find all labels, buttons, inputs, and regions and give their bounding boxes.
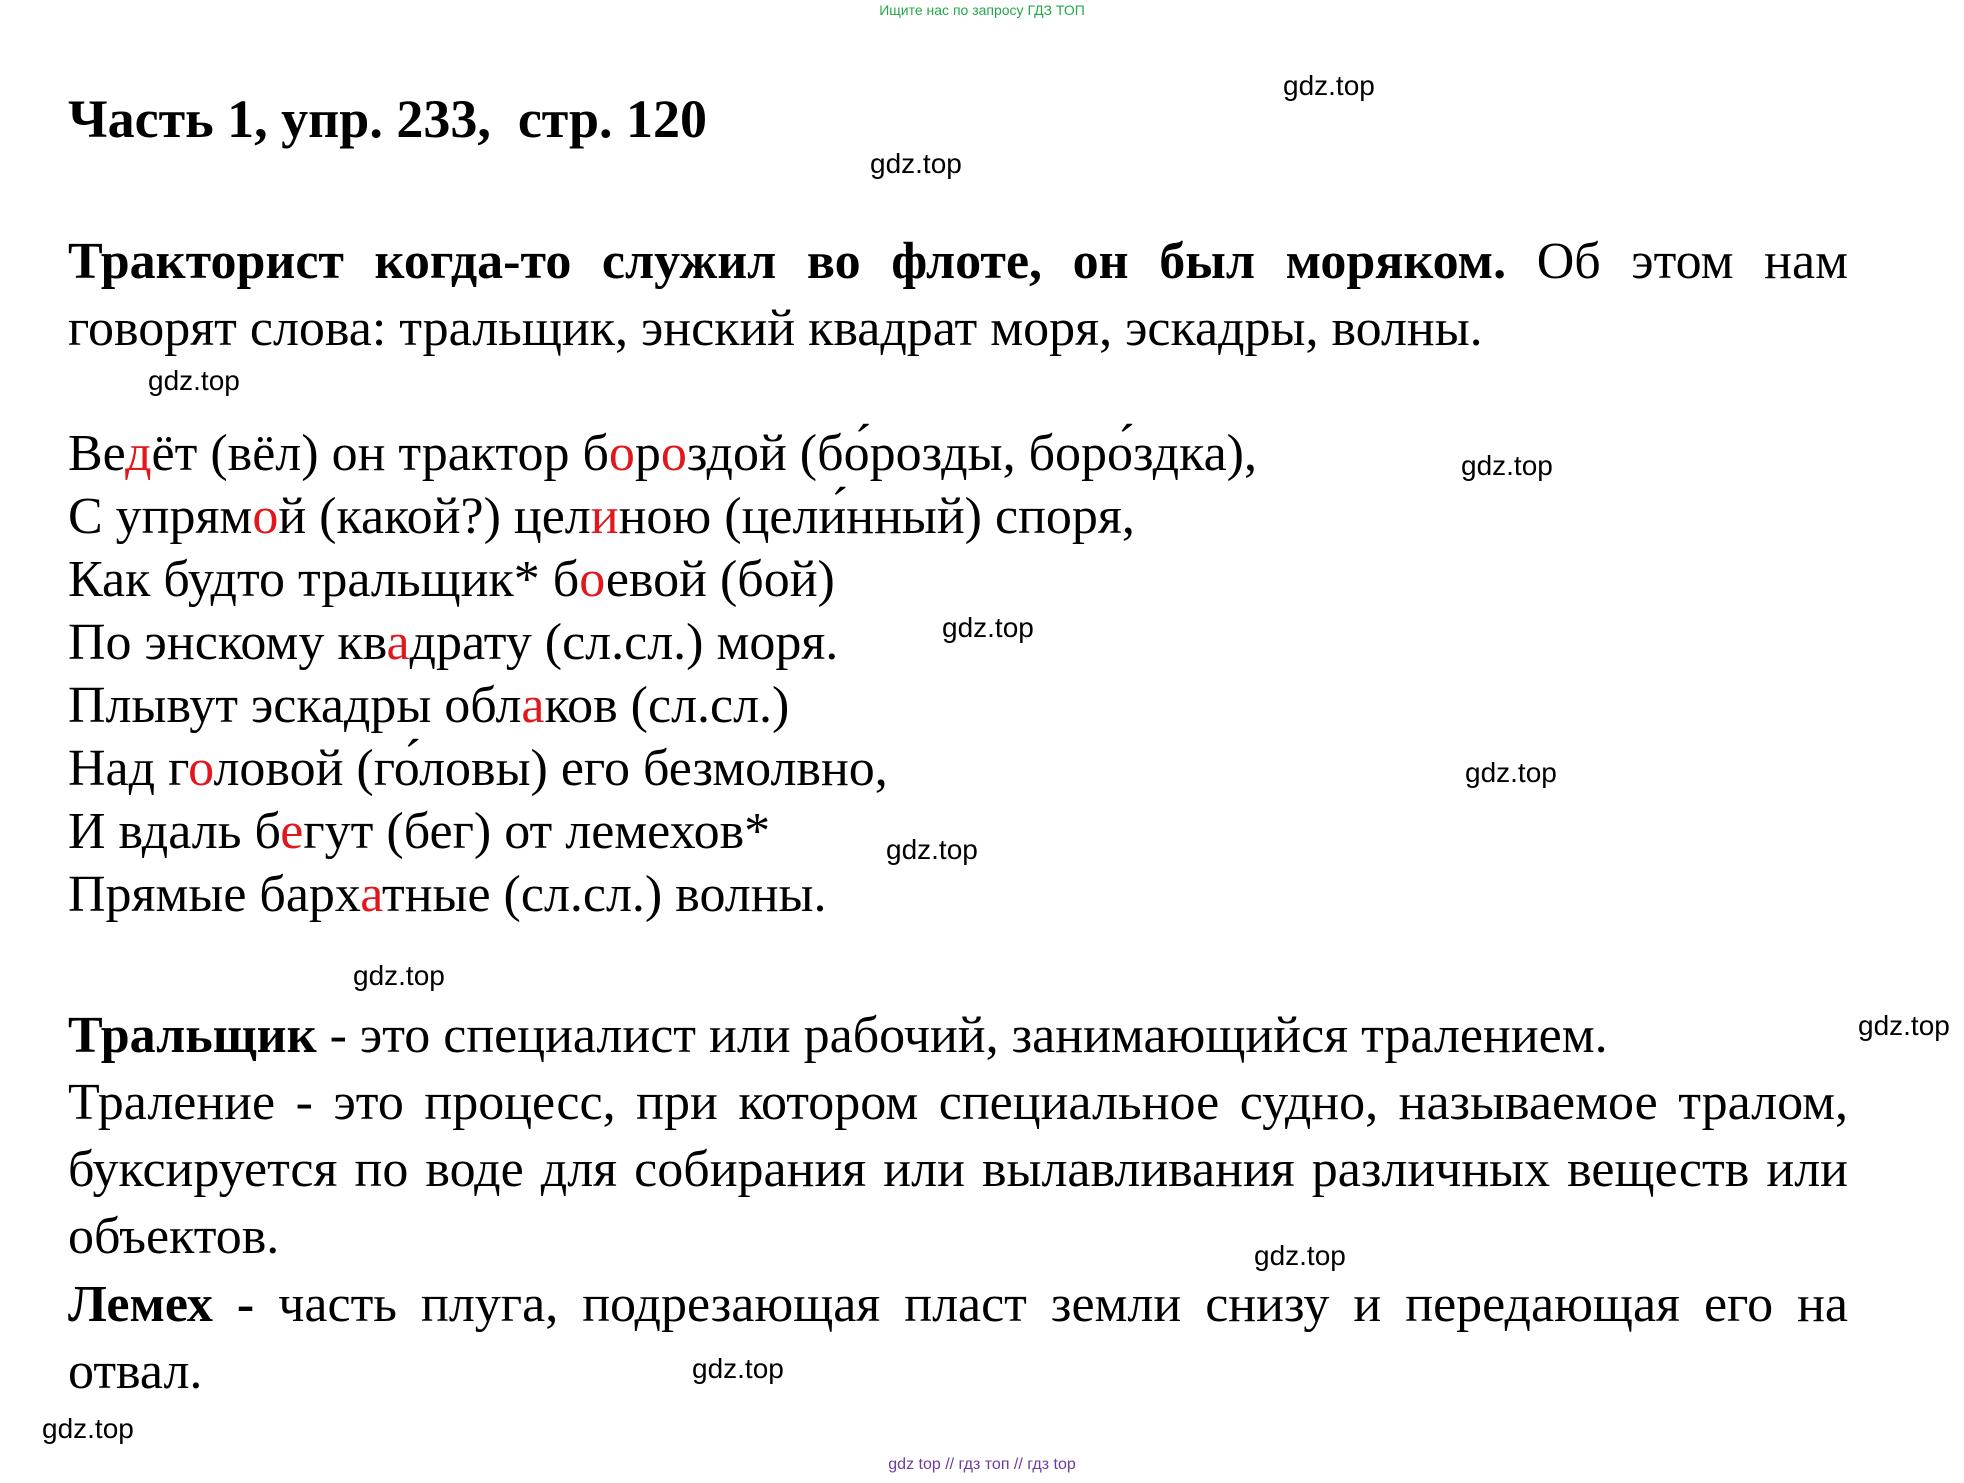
term-tralshchik: Тральщик — [68, 1007, 317, 1064]
poem-line-6: Над головой (го́ловы) его безмолвно, — [68, 740, 888, 797]
poem-line-7: И вдаль бегут (бег) от лемехов* — [68, 803, 771, 860]
intro-paragraph — [68, 228, 1848, 362]
watermark: gdz.top — [1465, 757, 1557, 788]
poem-line-2: С упрямой (какой?) целиною (цели́нный) споря, — [68, 488, 1135, 545]
poem-line-8: Прямые бархатные (сл.сл.) волны. — [68, 866, 827, 923]
definition-tralshchik — [68, 1002, 1848, 1069]
poem-line-5: Плывут эскадры облаков (сл.сл.) — [68, 677, 790, 734]
watermark: gdz.top — [42, 1413, 134, 1444]
watermark: gdz.top — [1254, 1240, 1346, 1271]
watermark: gdz.top — [942, 612, 1034, 643]
watermark: gdz.top — [1461, 450, 1553, 481]
watermark: gdz.top — [886, 834, 978, 865]
definition-lemekh — [68, 1271, 1848, 1405]
definition-lemekh-text: часть плуга, подрезающая пласт земли снизу и передающая его на отвал. — [68, 1276, 1848, 1400]
watermark: gdz.top — [692, 1353, 784, 1384]
definition-tralshchik-text: - это специалист или рабочий, занимающийся тралением. — [316, 1007, 1608, 1064]
poem — [68, 422, 1257, 926]
page-title: Часть 1, упр. 233, стр. 120 — [68, 89, 708, 149]
intro-bold: Тракторист когда-то служил во флоте, он был моряком. — [68, 233, 1507, 290]
intro-text: Об этом нам говорят слова: тральщик, энский квадрат моря, эскадры, волны. — [68, 233, 1848, 357]
definition-tralenie: Траление - это процесс, при котором специальное судно, называемое тралом, буксируется по воде для собирания или вылавливания различных веществ или объектов. — [68, 1074, 1848, 1265]
poem-line-3: Как будто тральщик* боевой (бой) — [68, 551, 835, 608]
watermark: gdz.top — [1858, 1010, 1950, 1041]
poem-line-1: Ведёт (вёл) он трактор бороздой (бо́розды, боро́здка), — [68, 425, 1257, 482]
top-banner: Ищите нас по запросу ГДЗ ТОП — [879, 2, 1085, 18]
watermark: gdz.top — [1283, 70, 1375, 101]
poem-line-4: По энскому квадрату (сл.сл.) моря. — [68, 614, 839, 671]
term-lemekh: Лемех - — [68, 1276, 255, 1333]
watermark: gdz.top — [353, 960, 445, 991]
footer-links: gdz top // гдз топ // гдз top — [888, 1456, 1076, 1473]
watermark: gdz.top — [870, 148, 962, 179]
watermark: gdz.top — [148, 365, 240, 396]
